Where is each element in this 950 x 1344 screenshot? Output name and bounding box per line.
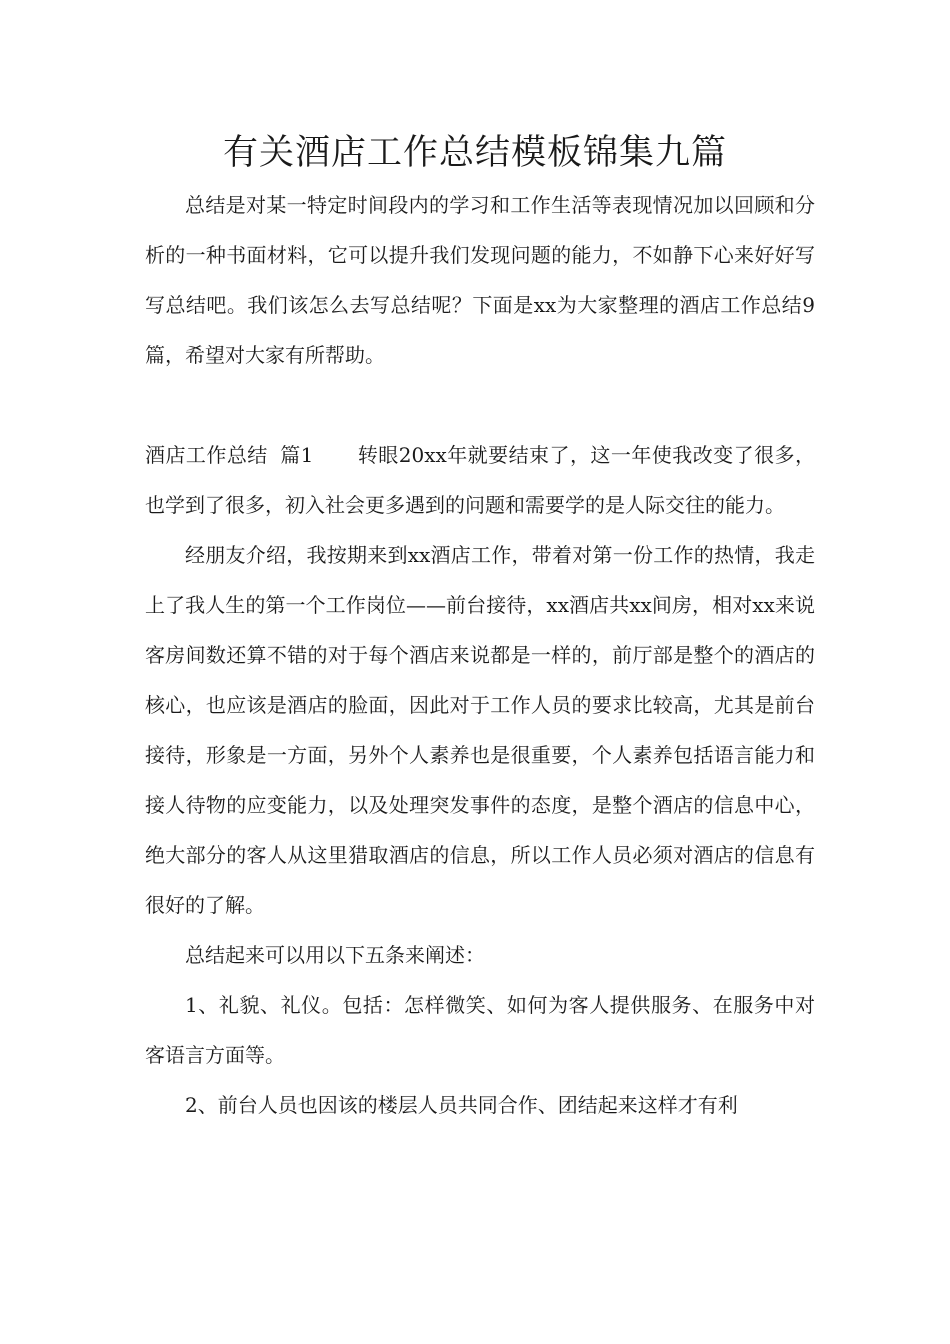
section-heading: 酒店工作总结 — [145, 443, 268, 467]
section-1-paragraph — [145, 430, 815, 530]
list-item-2: 2、前台人员也因该的楼层人员共同合作、团结起来这样才有利 — [185, 1093, 738, 1117]
paragraph-spacer — [145, 380, 815, 430]
list-item-1: 1、礼貌、礼仪。包括：怎样微笑、如何为客人提供服务、在服务中对客语言方面等。 — [145, 993, 815, 1067]
body-paragraph-1: 经朋友介绍，我按期来到xx酒店工作，带着对第一份工作的热情，我走上了我人生的第一个工作岗位——前台接待，xx酒店共xx间房，相对xx来说客房间数还算不错的对于每个酒店来说都是一样的，前厅部是整个的酒店的核心，也应该是酒店的脸面，因此对于工作人员的要求比较高，尤其是前台接待，形象是一方面，另外个人素养也是很重要，个人素养包括语言能力和接人待物的应变能力，以及处理突发事件的态度，是整个酒店的信息中心，绝大部分的客人从这里猎取酒店的信息，所以工作人员必须对酒店的信息有很好的了解。 — [145, 543, 815, 917]
body-paragraph-2: 总结起来可以用以下五条来阐述： — [185, 943, 485, 967]
intro-paragraph: 总结是对某一特定时间段内的学习和工作生活等表现情况加以回顾和分析的一种书面材料，它可以提升我们发现问题的能力，不如静下心来好好写写总结吧。我们该怎么去写总结呢？下面是xx为大家整理的酒店工作总结9篇，希望对大家有所帮助。 — [145, 193, 815, 367]
section-1-text: 转眼20xx年就要结束了，这一年使我改变了很多，也学到了很多，初入社会更多遇到的问题和需要学的是人际交往的能力。 — [145, 443, 815, 517]
document-title: 有关酒店工作总结模板锦集九篇 — [222, 133, 727, 173]
document-body — [145, 180, 815, 1130]
section-number: 篇1 — [279, 443, 314, 467]
